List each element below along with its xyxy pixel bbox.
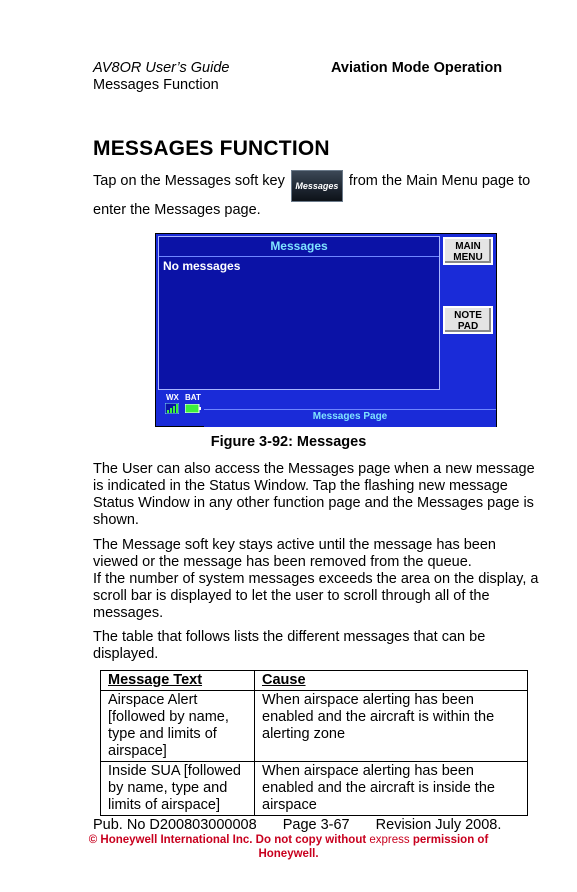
intro-paragraph	[93, 170, 543, 219]
chapter-title: Aviation Mode Operation	[331, 60, 503, 76]
main-menu-line2: MENU	[453, 252, 483, 263]
running-header-left	[93, 60, 229, 94]
copyright-part-b: express	[369, 834, 410, 846]
wx-signal-icon	[165, 403, 179, 414]
table-cell-message: Airspace Alert [followed by name, type and limits of airspace]	[101, 691, 255, 762]
section-name: Messages Function	[93, 77, 219, 93]
copyright-part-c: permission of	[412, 834, 489, 846]
paragraph-scroll-bar: If the number of system messages exceeds the area on the display, a scroll bar is displayed to let the user to scroll through all of the messages.	[93, 571, 539, 621]
copyright-part-a: © Honeywell International Inc. Do not copy without	[88, 834, 367, 846]
main-menu-button[interactable]	[443, 237, 493, 265]
wx-label: WX	[166, 393, 179, 402]
bat-label: BAT	[185, 393, 201, 402]
header-message-text: Message Text	[101, 671, 255, 691]
messages-table	[100, 670, 528, 816]
status-bar	[204, 409, 496, 427]
table-cell-cause: When airspace alerting has been enabled and the aircraft is inside the airspace	[255, 762, 528, 816]
revision-date: Revision July 2008.	[375, 817, 502, 833]
copyright-part-d: Honeywell.	[258, 848, 319, 860]
page-footer	[93, 817, 501, 833]
note-pad-line2: PAD	[457, 321, 479, 332]
paragraph-softkey-active: The Message soft key stays active until the message has been viewed or the message has been removed from the queue.	[93, 537, 496, 570]
table-cell-cause: When airspace alerting has been enabled and the aircraft is within the alerting zone	[255, 691, 528, 762]
note-pad-line1: NOTE	[454, 310, 482, 321]
intro-text-after: from the Main Menu page to	[348, 173, 531, 189]
page-title: MESSAGES FUNCTION	[93, 137, 330, 160]
intro-text-before: Tap on the Messages soft key	[93, 173, 285, 189]
panel-title: Messages	[270, 239, 328, 253]
paragraph-table-intro: The table that follows lists the different messages that can be displayed.	[93, 629, 486, 662]
intro-text-line2: enter the Messages page.	[93, 202, 261, 218]
header-cause: Cause	[255, 671, 528, 691]
table-header-row	[101, 671, 528, 691]
paragraph-status-window: The User can also access the Messages page when a new message is indicated in the Status Window. Tap the flashing new message Status Window in any other function page and the Messages page is shown.	[93, 461, 535, 528]
note-pad-button[interactable]	[443, 306, 493, 334]
figure-caption: Figure 3-92: Messages	[210, 434, 367, 450]
status-page-label: Messages Page	[312, 411, 388, 422]
main-menu-line1: MAIN	[455, 241, 481, 252]
panel-divider	[159, 256, 439, 257]
empty-messages-text: No messages	[163, 259, 241, 273]
copyright-notice	[0, 833, 577, 861]
guide-title: AV8OR User’s Guide	[93, 60, 230, 76]
battery-icon	[185, 404, 201, 413]
device-screenshot	[155, 233, 497, 427]
table-row	[101, 691, 528, 762]
messages-softkey-icon: Messages	[291, 170, 343, 202]
messages-panel	[158, 236, 440, 390]
publication-number: Pub. No D200803000008	[93, 817, 257, 833]
table-cell-message: Inside SUA [followed by name, type and limits of airspace]	[101, 762, 255, 816]
page-number: Page 3-67	[282, 817, 350, 833]
table-row	[101, 762, 528, 816]
